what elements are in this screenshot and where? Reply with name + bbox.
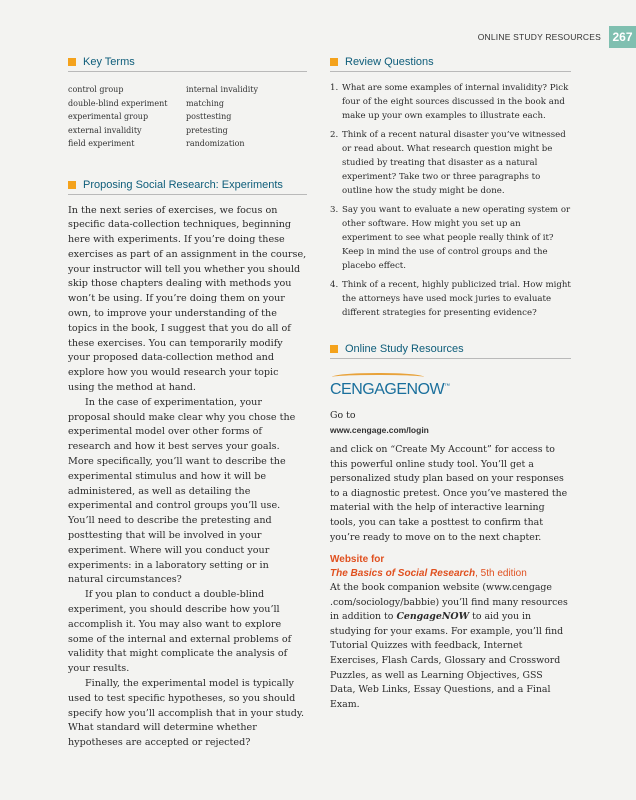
key-terms-title: Key Terms bbox=[83, 56, 135, 68]
left-column bbox=[68, 56, 307, 751]
key-term: control group bbox=[68, 85, 124, 94]
key-term: randomization bbox=[186, 139, 245, 148]
key-terms-list bbox=[68, 83, 307, 151]
paragraph: If you plan to conduct a double-blind experiment, you should describe how you’ll accomplish it. You may also want to explore some of the internal and external problems of validity that might complicate the analysis of your results. bbox=[68, 589, 292, 675]
cengagenow-logo bbox=[330, 373, 571, 399]
running-head: ONLINE STUDY RESOURCES bbox=[477, 32, 601, 42]
online-resources-title: Online Study Resources bbox=[345, 342, 464, 355]
online-body bbox=[330, 409, 571, 713]
key-term: double-blind experiment bbox=[68, 98, 168, 108]
logo-text: CENGAGE bbox=[330, 380, 407, 398]
cengagenow-emphasis: CengageNOW bbox=[396, 611, 470, 623]
login-link[interactable]: www.cengage.com/login bbox=[330, 425, 429, 436]
list-item: 1. What are some examples of internal invalidity? Pick four of the eight sources discussed in the book and make up your own examples to illustrate each. bbox=[330, 83, 569, 121]
edition: , 5th edition bbox=[475, 568, 527, 580]
page-number: 267 bbox=[609, 26, 636, 48]
key-term: experimental group bbox=[68, 112, 149, 121]
page-header bbox=[478, 26, 636, 48]
key-terms-heading bbox=[68, 56, 307, 72]
key-term: field experiment bbox=[68, 139, 135, 148]
go-to-text: Go to bbox=[330, 409, 356, 421]
section-bullet-icon bbox=[330, 58, 338, 66]
section-bullet-icon bbox=[330, 345, 338, 353]
paragraph: and click on “Create My Account” for access to this powerful online study tool. You’ll get a personalized study plan based on your responses to a diagnostic pretest. Once you’ve mastered the material with the help of interactive learning tools, you can take a posttest to confirm that you’re ready to move on to the next chapter. bbox=[330, 443, 568, 543]
proposing-title: Proposing Social Research: Experiments bbox=[83, 178, 283, 191]
list-item: 3. Say you want to evaluate a new operating system or other software. How might you set up an experiment to see what people really think of it? Keep in mind the use of control groups and the placebo effect. bbox=[330, 205, 571, 271]
review-questions-title: Review Questions bbox=[345, 56, 434, 68]
key-term: posttesting bbox=[186, 112, 232, 121]
key-term: matching bbox=[186, 98, 225, 108]
book-title: The Basics of Social Research bbox=[330, 568, 476, 580]
section-bullet-icon bbox=[68, 181, 76, 189]
list-item: 4. Think of a recent, highly publicized trial. How might the attorneys have used mock juries to evaluate different strategies for presenting evidence? bbox=[330, 280, 571, 318]
review-questions-heading bbox=[330, 56, 571, 72]
paragraph: In the case of experimentation, your proposal should make clear why you chose the experimental model over other forms of research and how it best serves your goals. More specifically, you’ll want to describe the experimental stimulus and how it will be administered, as well as detailing the experimental and control groups you’ll use. You’ll need to describe the pretesting and posttesting that will be involved in your experiment. Where will you conduct your experiments: in a laboratory setting or in natural circumstances? bbox=[68, 396, 296, 586]
key-term: external invalidity bbox=[68, 125, 142, 135]
paragraph: In the next series of exercises, we focus on specific data-collection techniques, beginning here with experiments. If you’re doing these exercises as part of an assignment in the course, your instructor will tell you whether you should skip those chapters dealing with methods you won’t be using. If you’re doing them on your own, to improve your understanding of the topics in the book, I suggest that you do all of these exercises. You can temporarily modify your proposed data-collection method and explore how you would research your topic using the method at hand. bbox=[68, 204, 307, 394]
list-item: 2. Think of a recent natural disaster you’ve witnessed or read about. What research question might be studied by treating that disaster as a natural experiment? Take two or three paragraphs to outline how the study might be done. bbox=[330, 130, 566, 196]
website-title: Website for bbox=[330, 554, 385, 566]
logo-tm: ™ bbox=[444, 383, 450, 390]
proposing-heading bbox=[68, 179, 307, 195]
paragraph: Finally, the experimental model is typically used to test specific hypotheses, so you should specify how you’ll accomplish that in your study. What standard will determine whether hypotheses are accepted or rejected? bbox=[68, 678, 305, 749]
paragraph: At the book companion website (www.cengage .com/sociology/babbie) you’ll find many resources in addition to CengageNOW to aid you in studying for your exams. For example, you’ll find Tutorial Quizzes with feedback, Internet Exercises, Flash Cards, Glossary and Crossword Puzzles, as well as Learning Objectives, GSS Data, Web Links, Essay Questions, and a Final Exam. bbox=[330, 582, 568, 710]
online-resources-heading bbox=[330, 343, 571, 359]
logo-arc-icon bbox=[332, 373, 424, 381]
review-questions-list bbox=[330, 82, 571, 321]
logo-now: NOW bbox=[406, 380, 445, 398]
section-bullet-icon bbox=[68, 58, 76, 66]
key-term: pretesting bbox=[186, 125, 228, 135]
book-title-line bbox=[330, 567, 571, 581]
key-term: internal invalidity bbox=[186, 85, 259, 94]
proposing-body bbox=[68, 204, 307, 751]
right-column bbox=[330, 56, 571, 712]
